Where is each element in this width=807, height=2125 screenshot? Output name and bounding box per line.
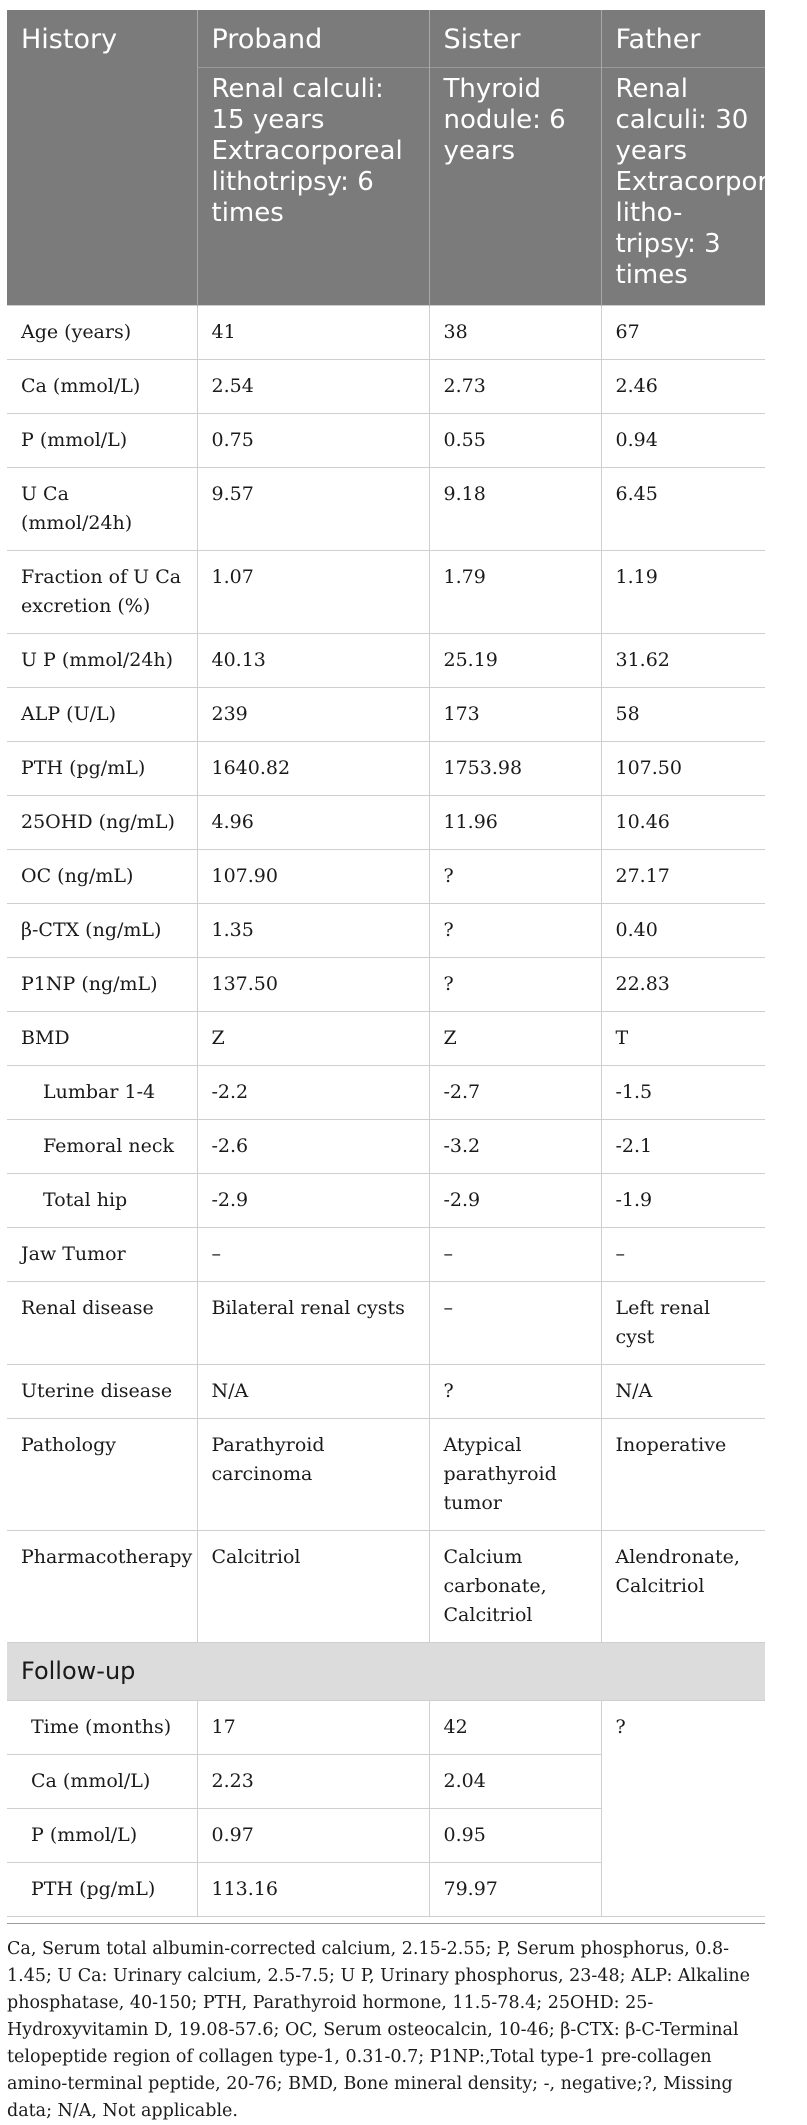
row-label: ALP (U/L) <box>7 688 197 742</box>
proband-value: 2.54 <box>197 360 429 414</box>
row-label: PTH (pg/mL) <box>7 742 197 796</box>
sister-value: Atypical parathyroid tumor <box>429 1419 601 1531</box>
row-label: U P (mmol/24h) <box>7 634 197 688</box>
row-label: Femoral neck <box>7 1120 197 1174</box>
proband-value: 40.13 <box>197 634 429 688</box>
father-value: N/A <box>601 1365 765 1419</box>
proband-value: 137.50 <box>197 958 429 1012</box>
table-row <box>7 1174 765 1228</box>
father-value: – <box>601 1228 765 1282</box>
row-label: Age (years) <box>7 306 197 360</box>
proband-value: 4.96 <box>197 796 429 850</box>
followup-proband-value: 113.16 <box>197 1863 429 1917</box>
proband-history: Renal calculi: 15 years Extracorporeal lithotripsy: 6 times <box>197 68 429 306</box>
father-value: T <box>601 1012 765 1066</box>
father-value: Alendronate, Calcitriol <box>601 1531 765 1643</box>
table-row <box>7 1282 765 1365</box>
father-value: Inoperative <box>601 1419 765 1531</box>
followup-body <box>7 1643 765 1917</box>
father-value: 6.45 <box>601 468 765 551</box>
followup-proband-value: 0.97 <box>197 1809 429 1863</box>
table-row <box>7 850 765 904</box>
table-row <box>7 360 765 414</box>
father-value: 0.94 <box>601 414 765 468</box>
father-value: 2.46 <box>601 360 765 414</box>
table-row <box>7 1012 765 1066</box>
row-label: β-CTX (ng/mL) <box>7 904 197 958</box>
followup-title-row <box>7 1643 765 1701</box>
proband-value: -2.6 <box>197 1120 429 1174</box>
table-row <box>7 414 765 468</box>
row-label: Fraction of U Ca excretion (%) <box>7 551 197 634</box>
row-label: Total hip <box>7 1174 197 1228</box>
table-row <box>7 468 765 551</box>
proband-value: Bilateral renal cysts <box>197 1282 429 1365</box>
followup-proband-value: 2.23 <box>197 1755 429 1809</box>
followup-proband-value: 17 <box>197 1701 429 1755</box>
sister-value: 1753.98 <box>429 742 601 796</box>
father-value: -1.5 <box>601 1066 765 1120</box>
header-proband: Proband <box>197 10 429 68</box>
father-value: 22.83 <box>601 958 765 1012</box>
sister-value: 0.55 <box>429 414 601 468</box>
row-label: Ca (mmol/L) <box>7 360 197 414</box>
proband-value: Calcitriol <box>197 1531 429 1643</box>
row-label: U Ca (mmol/24h) <box>7 468 197 551</box>
followup-sister-value: 42 <box>429 1701 601 1755</box>
table-row <box>7 742 765 796</box>
table-row <box>7 1066 765 1120</box>
row-label: Uterine disease <box>7 1365 197 1419</box>
father-value: -1.9 <box>601 1174 765 1228</box>
header-sister: Sister <box>429 10 601 68</box>
table-row <box>7 551 765 634</box>
father-value: 107.50 <box>601 742 765 796</box>
father-value: 67 <box>601 306 765 360</box>
table-row <box>7 1419 765 1531</box>
proband-value: 1.35 <box>197 904 429 958</box>
followup-sister-value: 0.95 <box>429 1809 601 1863</box>
sister-value: ? <box>429 958 601 1012</box>
sister-value: ? <box>429 850 601 904</box>
father-value: 31.62 <box>601 634 765 688</box>
row-label: Renal disease <box>7 1282 197 1365</box>
history-details-empty <box>7 68 197 306</box>
table-row <box>7 634 765 688</box>
sister-value: ? <box>429 904 601 958</box>
sister-value: 38 <box>429 306 601 360</box>
sister-value: ? <box>429 1365 601 1419</box>
sister-value: -3.2 <box>429 1120 601 1174</box>
row-label: Pathology <box>7 1419 197 1531</box>
proband-value: 0.75 <box>197 414 429 468</box>
sister-value: Z <box>429 1012 601 1066</box>
history-details-row <box>7 68 765 306</box>
sister-value: 1.79 <box>429 551 601 634</box>
table-body <box>7 306 765 1643</box>
row-label: 25OHD (ng/mL) <box>7 796 197 850</box>
father-value: 58 <box>601 688 765 742</box>
table-row <box>7 796 765 850</box>
table-footnote: Ca, Serum total albumin-corrected calcium, 2.15-2.55; P, Serum phosphorus, 0.8-1.45; U Ca: Urinary calcium, 2.5-7.5; U P, Urinary phosphorus, 23-48; ALP: Alkaline phosphatase, 40-150; PTH, Parathyroid hormone, 11.5-78.4; 25OHD: 25-Hydroxyvitamin D, 19.08-57.6; OC, Serum osteocalcin, 10-46; β-CTX: β-C-Terminal telopeptide region of collagen type-1, 0.31-0.7; P1NP:,Total type-1 pre-collagen amino-terminal peptide, 20-76; BMD, Bone mineral density; -, negative;?, Missing data; N/A, Not applicable. <box>7 1923 765 2125</box>
proband-value: 41 <box>197 306 429 360</box>
sister-history: Thyroid nodule: 6 years <box>429 68 601 306</box>
header-history: History <box>7 10 197 68</box>
father-history: Renal calculi: 30 years Extracorporeal litho- tripsy: 3 times <box>601 68 765 306</box>
sister-value: -2.7 <box>429 1066 601 1120</box>
father-value: 0.40 <box>601 904 765 958</box>
followup-father-value: ? <box>601 1701 765 1917</box>
followup-label: Time (months) <box>7 1701 197 1755</box>
proband-value: 239 <box>197 688 429 742</box>
proband-value: 1640.82 <box>197 742 429 796</box>
followup-label: P (mmol/L) <box>7 1809 197 1863</box>
father-value: -2.1 <box>601 1120 765 1174</box>
followup-sister-value: 2.04 <box>429 1755 601 1809</box>
row-label: BMD <box>7 1012 197 1066</box>
sister-value: – <box>429 1228 601 1282</box>
table-row <box>7 1531 765 1643</box>
father-value: 27.17 <box>601 850 765 904</box>
sister-value: -2.9 <box>429 1174 601 1228</box>
sister-value: 11.96 <box>429 796 601 850</box>
proband-value: -2.2 <box>197 1066 429 1120</box>
sister-value: – <box>429 1282 601 1365</box>
followup-sister-value: 79.97 <box>429 1863 601 1917</box>
sister-value: Calcium carbonate, Calcitriol <box>429 1531 601 1643</box>
sister-value: 2.73 <box>429 360 601 414</box>
family-history-table <box>7 10 807 1917</box>
table-row <box>7 1365 765 1419</box>
sister-value: 173 <box>429 688 601 742</box>
table-row <box>7 1228 765 1282</box>
header-father: Father <box>601 10 765 68</box>
row-label: Lumbar 1-4 <box>7 1066 197 1120</box>
father-value: 1.19 <box>601 551 765 634</box>
proband-value: Z <box>197 1012 429 1066</box>
row-label: OC (ng/mL) <box>7 850 197 904</box>
father-value: 10.46 <box>601 796 765 850</box>
father-value: Left renal cyst <box>601 1282 765 1365</box>
row-label: P1NP (ng/mL) <box>7 958 197 1012</box>
sister-value: 9.18 <box>429 468 601 551</box>
row-label: Jaw Tumor <box>7 1228 197 1282</box>
followup-title: Follow-up <box>7 1643 765 1701</box>
row-label: Pharmacotherapy <box>7 1531 197 1643</box>
table-row <box>7 958 765 1012</box>
proband-value: Parathyroid carcinoma <box>197 1419 429 1531</box>
sister-value: 25.19 <box>429 634 601 688</box>
proband-value: 9.57 <box>197 468 429 551</box>
header-row <box>7 10 765 68</box>
proband-value: 1.07 <box>197 551 429 634</box>
proband-value: N/A <box>197 1365 429 1419</box>
table-row <box>7 904 765 958</box>
followup-row <box>7 1701 765 1755</box>
table-row <box>7 306 765 360</box>
followup-label: Ca (mmol/L) <box>7 1755 197 1809</box>
proband-value: – <box>197 1228 429 1282</box>
table-row <box>7 1120 765 1174</box>
table-row <box>7 688 765 742</box>
proband-value: 107.90 <box>197 850 429 904</box>
followup-label: PTH (pg/mL) <box>7 1863 197 1917</box>
row-label: P (mmol/L) <box>7 414 197 468</box>
proband-value: -2.9 <box>197 1174 429 1228</box>
